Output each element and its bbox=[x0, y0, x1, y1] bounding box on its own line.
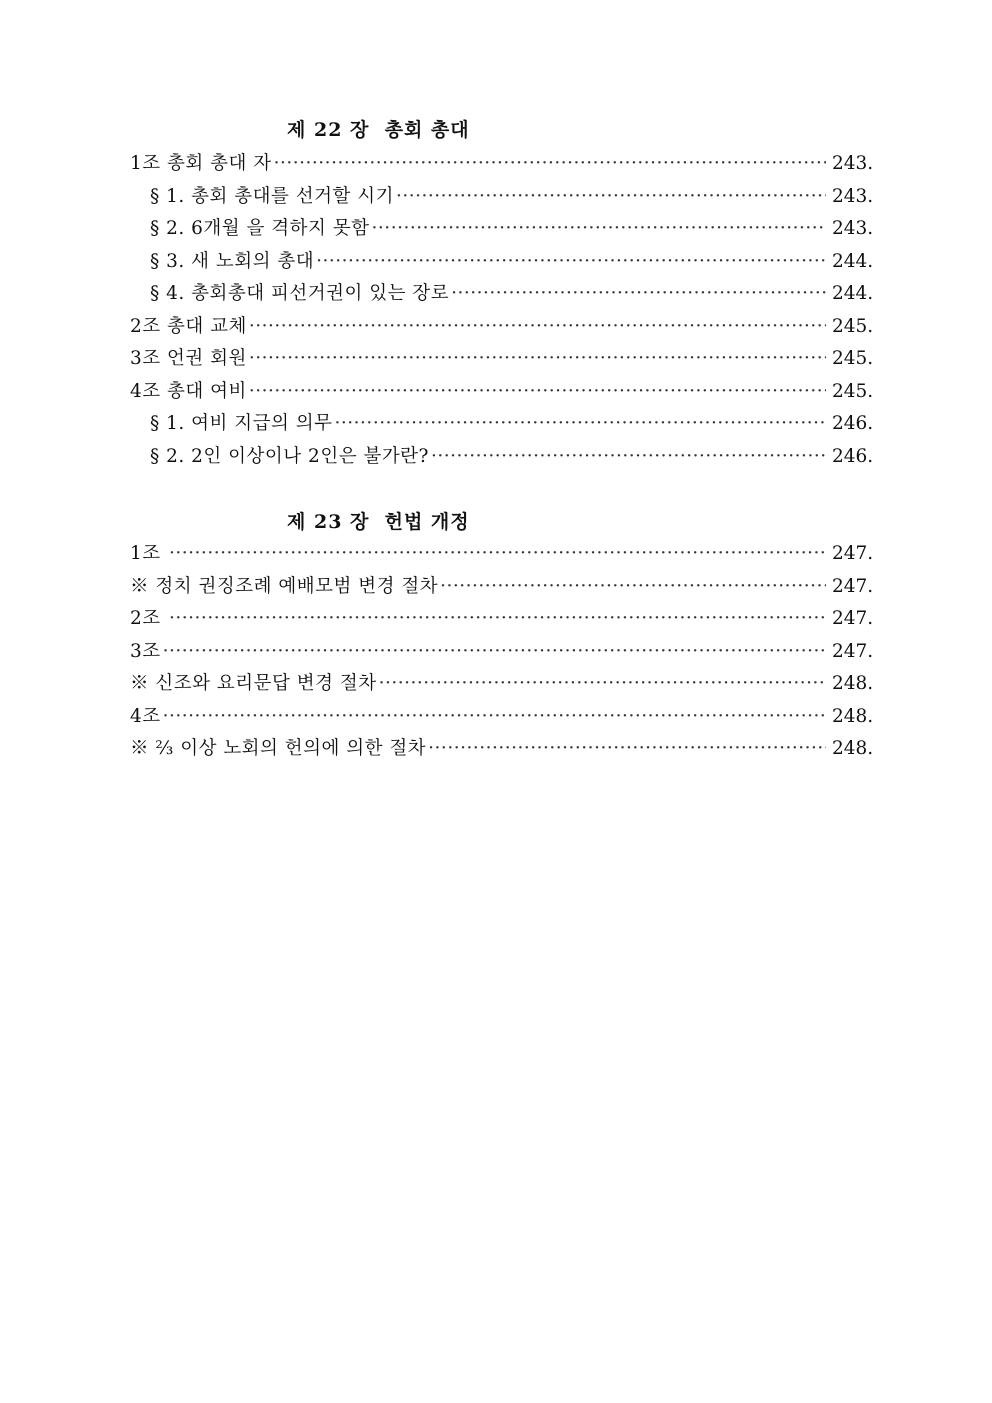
dot-leader bbox=[372, 213, 826, 246]
toc-entry[interactable] bbox=[130, 701, 872, 734]
dot-leader bbox=[163, 636, 826, 669]
toc-entry-page: 244. bbox=[832, 250, 874, 272]
toc-entry[interactable] bbox=[130, 733, 872, 766]
dot-leader bbox=[431, 441, 826, 474]
toc-entry[interactable] bbox=[130, 441, 872, 474]
toc-list bbox=[130, 148, 872, 473]
toc-entry-label: 4조 총대 여비 bbox=[130, 380, 247, 402]
toc-entry-page: 244. bbox=[832, 283, 874, 304]
toc-entry-page: 247. bbox=[832, 575, 874, 597]
toc-entry-label: 1조 bbox=[130, 543, 168, 564]
toc-entry-page: 246. bbox=[832, 445, 874, 467]
toc-entry-label: 1조 총회 총대 자 bbox=[130, 153, 272, 174]
toc-entry-label: § 4. 총회총대 피선거권이 있는 장로 bbox=[150, 283, 450, 304]
toc-list bbox=[130, 538, 872, 766]
toc-entry-label: § 2. 6개월 을 격하지 못함 bbox=[150, 218, 370, 239]
chapter-title: 제 23 장 헌법 개정 bbox=[287, 511, 470, 533]
toc-entry-label: § 1. 총회 총대를 선거할 시기 bbox=[150, 185, 395, 207]
dot-leader bbox=[249, 311, 826, 344]
toc-entry-label: 2조 총대 교체 bbox=[130, 315, 247, 337]
dot-leader bbox=[249, 376, 826, 409]
toc-entry-page: 246. bbox=[832, 413, 874, 434]
toc-entry-page: 245. bbox=[832, 315, 874, 337]
toc-entry-label: § 2. 2인 이상이나 2인은 불가란? bbox=[150, 445, 429, 467]
toc-entry-label: § 1. 여비 지급의 의무 bbox=[150, 413, 333, 434]
dot-leader bbox=[379, 668, 826, 701]
toc-entry-page: 248. bbox=[832, 738, 874, 759]
toc-entry[interactable] bbox=[130, 668, 872, 701]
toc-entry[interactable] bbox=[130, 181, 872, 214]
toc-entry-label: 3조 언권 회원 bbox=[130, 348, 247, 369]
toc-entry-label: 3조 bbox=[130, 640, 161, 662]
toc-entry[interactable] bbox=[130, 571, 872, 604]
dot-leader bbox=[169, 538, 826, 571]
chapter-title: 제 22 장 총회 총대 bbox=[287, 119, 470, 141]
toc-entry[interactable] bbox=[130, 311, 872, 344]
toc-entry-page: 243. bbox=[832, 218, 874, 239]
toc-entry-page: 247. bbox=[832, 640, 874, 662]
toc-entry[interactable] bbox=[130, 148, 872, 181]
dot-leader bbox=[440, 571, 826, 604]
dot-leader bbox=[249, 343, 826, 376]
toc-entry-page: 245. bbox=[832, 380, 874, 402]
toc-entry[interactable] bbox=[130, 636, 872, 669]
toc-entry[interactable] bbox=[130, 213, 872, 246]
dot-leader bbox=[396, 181, 826, 214]
dot-leader bbox=[163, 701, 826, 734]
toc-entry-label: ※ 정치 권징조례 예배모범 변경 절차 bbox=[130, 575, 439, 597]
dot-leader bbox=[451, 278, 826, 311]
toc-entry-page: 248. bbox=[832, 705, 874, 727]
dot-leader bbox=[274, 148, 826, 181]
toc-entry[interactable] bbox=[130, 603, 872, 636]
toc-entry-page: 243. bbox=[832, 185, 874, 207]
toc-entry-label: ※ 신조와 요리문답 변경 절차 bbox=[130, 673, 377, 694]
toc-entry[interactable] bbox=[130, 246, 872, 279]
toc-entry-page: 243. bbox=[832, 153, 874, 174]
toc-entry-page: 248. bbox=[832, 673, 874, 694]
toc-entry-page: 247. bbox=[832, 608, 874, 629]
dot-leader bbox=[316, 246, 826, 279]
toc-entry-page: 245. bbox=[832, 348, 874, 369]
toc-entry-label: § 3. 새 노회의 총대 bbox=[150, 250, 315, 272]
toc-entry[interactable] bbox=[130, 538, 872, 571]
toc-entry[interactable] bbox=[130, 376, 872, 409]
toc-entry[interactable] bbox=[130, 408, 872, 441]
dot-leader bbox=[335, 408, 826, 441]
toc-entry-label: 2조 bbox=[130, 608, 168, 629]
toc-entry[interactable] bbox=[130, 343, 872, 376]
dot-leader bbox=[169, 603, 826, 636]
toc-entry-label: 4조 bbox=[130, 705, 161, 727]
dot-leader bbox=[428, 733, 826, 766]
toc-entry[interactable] bbox=[130, 278, 872, 311]
toc-entry-label: ※ ⅔ 이상 노회의 헌의에 의한 절차 bbox=[130, 738, 427, 759]
toc-entry-page: 247. bbox=[832, 543, 874, 564]
